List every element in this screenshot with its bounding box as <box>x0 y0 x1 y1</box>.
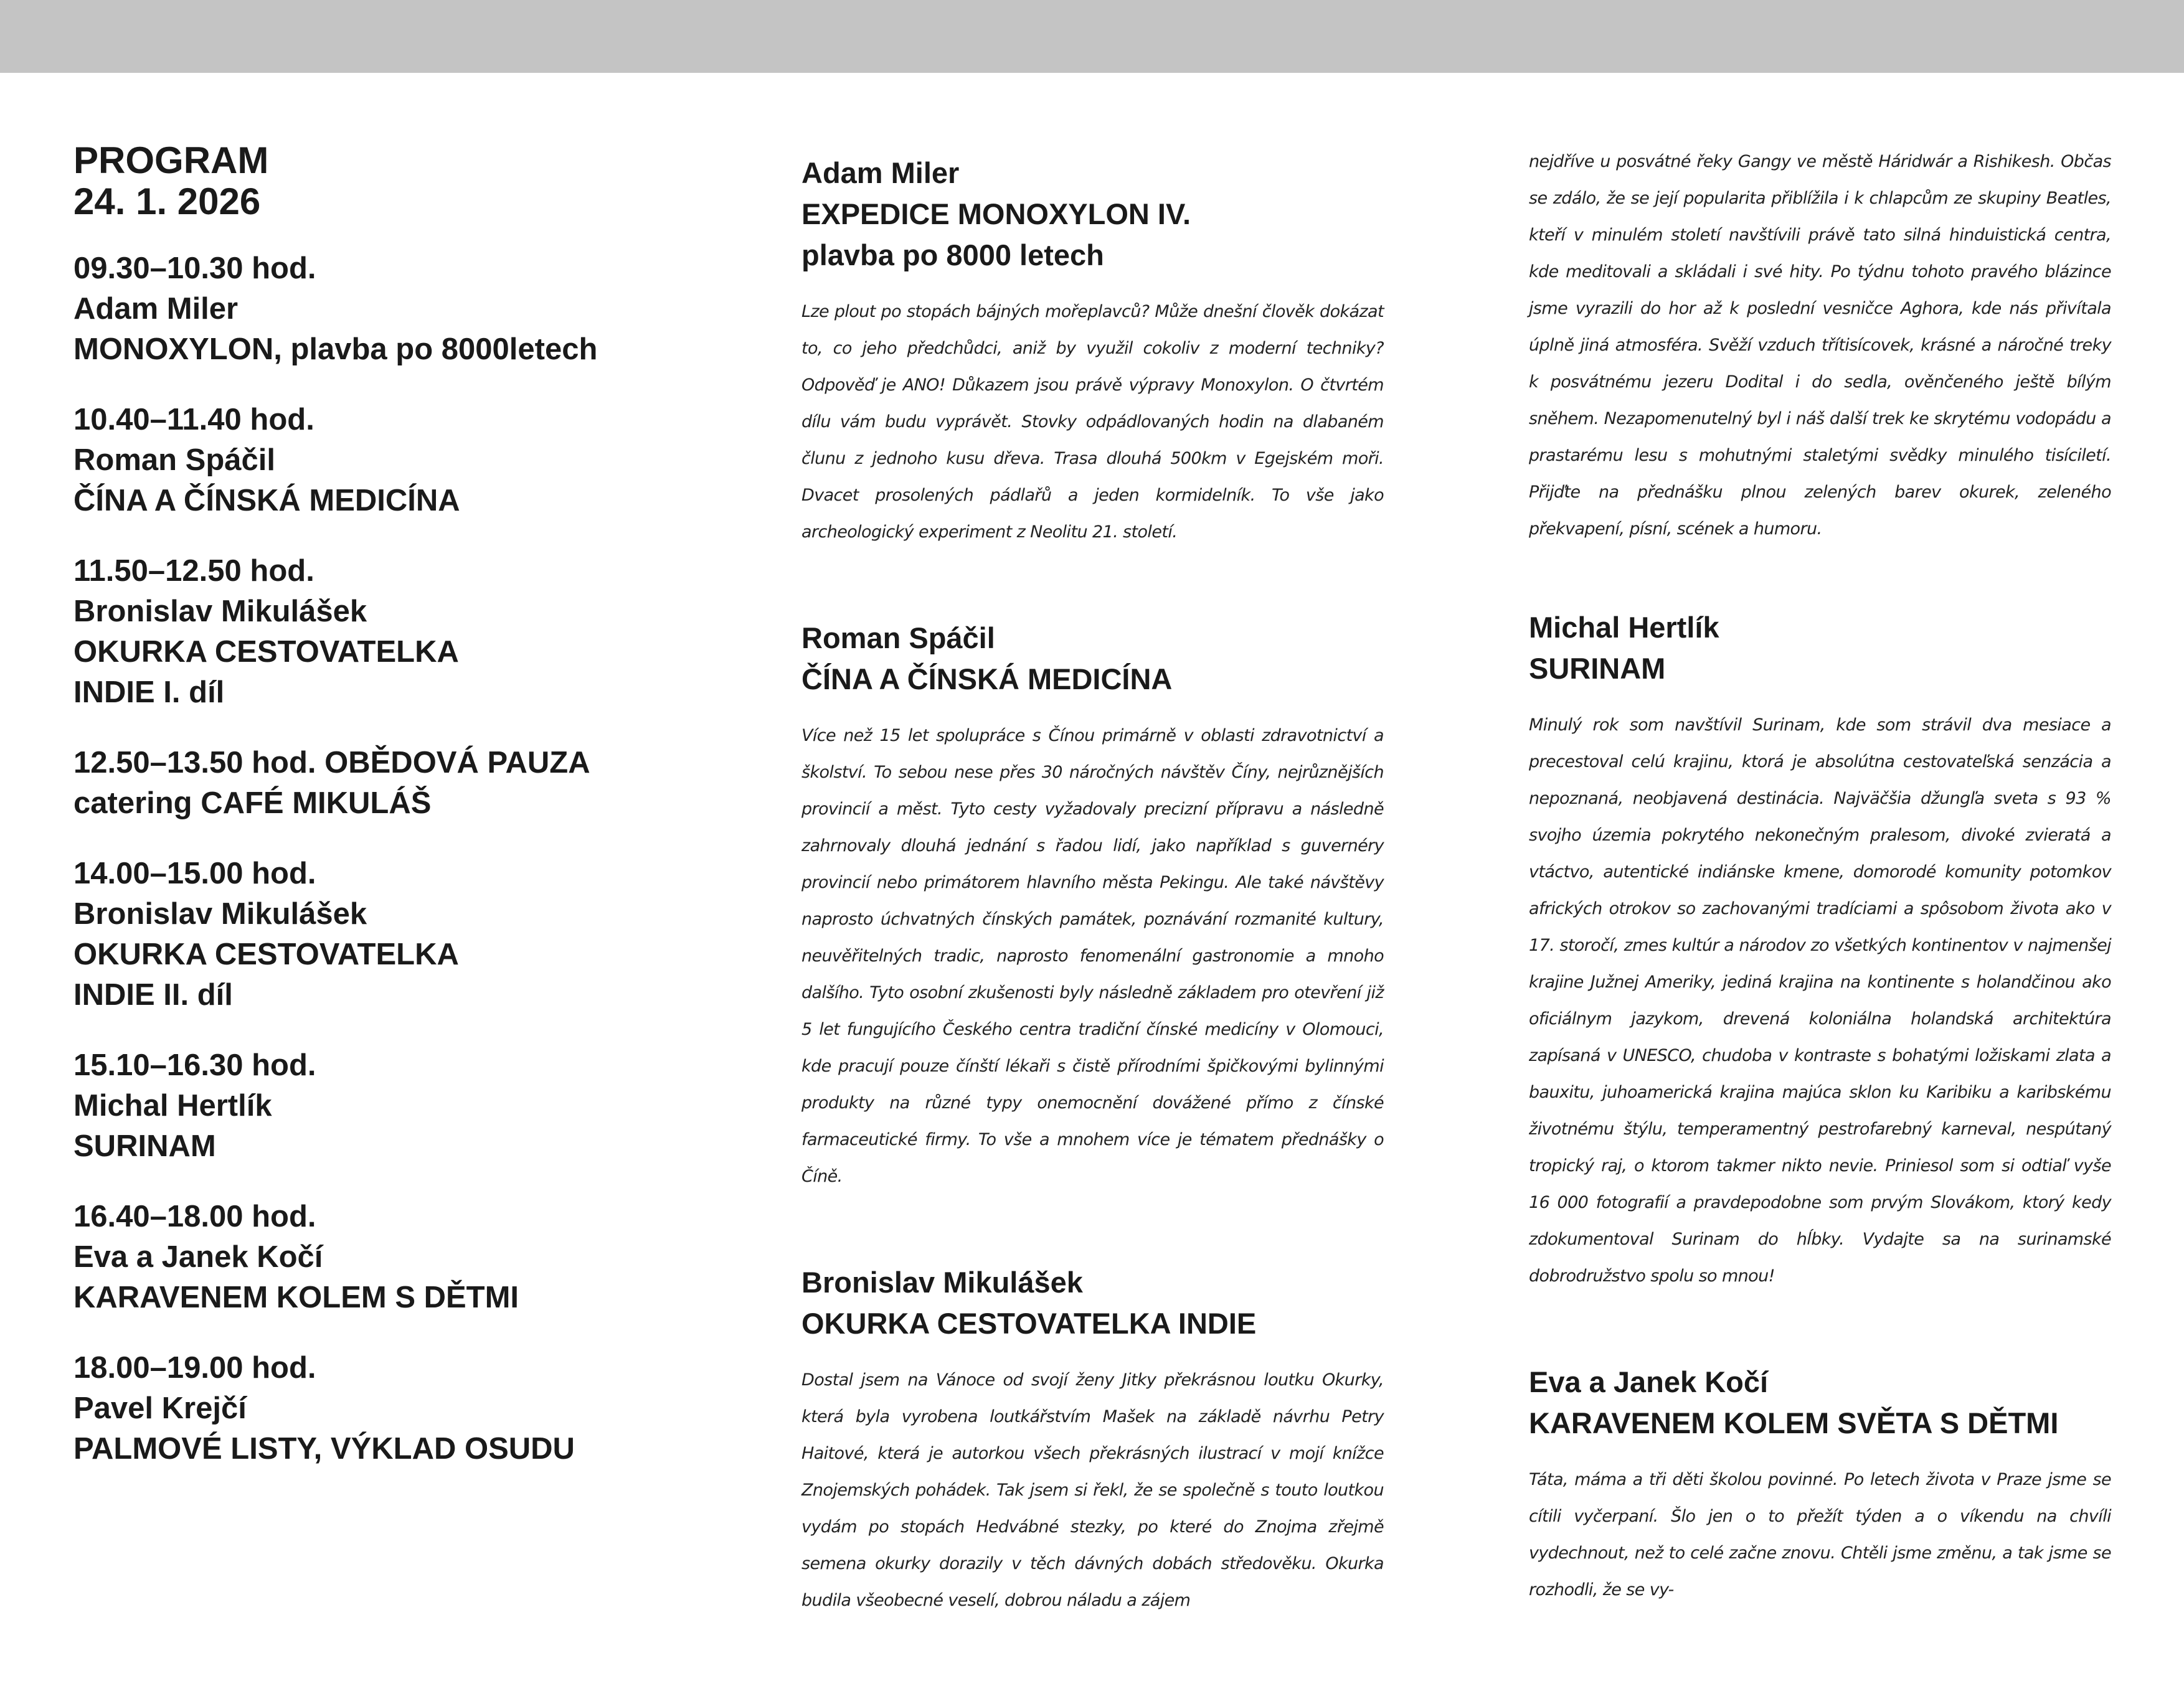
slot-time: 15.10–16.30 hod. <box>73 1048 316 1082</box>
slot-time: 09.30–10.30 hod. <box>73 252 316 285</box>
slot-speaker: Roman Spáčil <box>73 443 276 477</box>
slot-time: 11.50–12.50 hod. <box>73 554 314 588</box>
description-column-3 <box>1529 143 2111 1675</box>
article-heading <box>1529 1362 2111 1444</box>
slot-speaker: catering CAFÉ MIKULÁŠ <box>73 786 432 820</box>
slot-time: 18.00–19.00 hod. <box>73 1351 316 1385</box>
program-title: PROGRAM <box>73 139 269 181</box>
slot-time: 10.40–11.40 hod. <box>73 403 314 436</box>
slot-time: 14.00–15.00 hod. <box>73 857 316 890</box>
article-title: ČÍNA A ČÍNSKÁ MEDICÍNA <box>801 662 1173 695</box>
article-miler <box>801 153 1384 550</box>
article-mikulasek <box>801 1262 1384 1619</box>
slot-time: 16.40–18.00 hod. <box>73 1200 316 1233</box>
article-subtitle: plavba po 8000 letech <box>801 238 1104 271</box>
slot-speaker: Bronislav Mikulášek <box>73 595 367 628</box>
article-koci <box>1529 1362 2111 1608</box>
article-text: Táta, máma a tři děti školou povinné. Po letech života v Praze jsme se cítili vyčerpaní. Šlo jen o to přežít týden a o víkendu na chvíli vydechnout, než to celé začne znovu. Chtěli jsme změnu, a tak jsme se rozhodli, že se vy- <box>1529 1470 2111 1599</box>
article-title: SURINAM <box>1529 652 1666 685</box>
program-slot <box>73 551 734 713</box>
program-date: 24. 1. 2026 <box>73 181 261 222</box>
article-speaker: Adam Miler <box>801 156 960 189</box>
article-text: Minulý rok som navštívil Surinam, kde som strávil dva mesiace a precestoval celú krajinu, ktorá je absolútna cestovateľská senzácia a nepoznaná, neobjavená destinácia. Najväčšia džungľa sveta s 93 % svojho územia pokrytého nekonečným pralesom, divoké zvieratá a vtáctvo, autentické indiánske kmene, domorodé komunity potomkov afrických otrokov so zachovanými tradíciami a spôsobom života ako v 17. storočí, zmes kultúr a národov zo všetkých kontinentov v najmenšej krajine Južnej Ameriky, jediná krajina na kontinente s holandčinou ako oficiálnym jazykom, drevená koloniálna holandská architektúra zapísaná v UNESCO, chudoba v kontraste s bohatými ložiskami zlata a bauxitu, juhoamerická krajina majúca sklon ku Karibiku a karibskému životnému štýlu, temperamentný pestrofarebný karneval, nespútaný tropický raj, o ktorom takmer nikto nevie. Priniesol som si odtiaľ vyše 16 000 fotografií a pravdepodobne som prvým Slovákom, ktorý kedy zdokumentoval Surinam do hĺbky. Vydajte sa na surinamské dobrodružstvo spolu so mnou! <box>1529 715 2111 1286</box>
article-title: OKURKA CESTOVATELKA INDIE <box>801 1307 1257 1340</box>
description-column-2 <box>801 153 1384 1686</box>
slot-topic: ČÍNA A ČÍNSKÁ MEDICÍNA <box>73 484 460 517</box>
slot-topic: OKURKA CESTOVATELKA <box>73 938 459 971</box>
slot-extra: INDIE I. díl <box>73 676 225 709</box>
article-speaker: Bronislav Mikulášek <box>801 1266 1083 1299</box>
program-slot <box>73 1348 734 1469</box>
article-text: Lze plout po stopách bájných mořeplavců? Může dnešní člověk dokázat to, co jeho předchůdci, aniž by využil cokoliv z moderní techniky? Odpověď je ANO! Důkazem jsou právě výpravy Monoxylon. O čtvrtém dílu vám budu vyprávět. Stovky odpádlovaných hodin na dlabaném člunu z jednoho kusu dřeva. Trasa dlouhá 500km v Egejském moři. Dvacet prosolených pádlařů a jeden kormidelník. To vše jako archeologický experiment z Neolitu 21. století. <box>801 302 1384 542</box>
slot-speaker: Pavel Krejčí <box>73 1392 247 1425</box>
article-mikulasek-continued <box>1529 143 2111 547</box>
slot-speaker: Adam Miler <box>73 292 239 326</box>
program-slot <box>73 1197 734 1318</box>
article-text-continued: nejdříve u posvátné řeky Gangy ve městě Háridwár a Rishikesh. Občas se zdálo, že se její popularita přiblížila i k chlapcům ze skupiny Beatles, kteří v minulém století navštívili právě tato silná hinduistická centra, kde meditovali a skládali i své hity. Po týdnu tohoto pravého blázince jsme vyrazili do hor až k poslední vesničce Aghora, kde nás přivítala úplně jiná atmosféra. Svěží vzduch třítisícovek, krásné a náročné treky k posvátnému jezeru Dodital i do sedla, ověnčeného ještě bílým sněhem. Nezapomenutelný byl i náš další trek ke skrytému vodopádu a prastarému lesu s mohutnými staletými svědky minulého tisíciletí. Přijďte na přednášku plnou zelených barev okurek, zeleného překvapení, písní, scének a humoru. <box>1529 152 2111 539</box>
program-slot <box>73 400 734 521</box>
slot-speaker: Eva a Janek Kočí <box>73 1240 323 1274</box>
program-slot <box>73 248 734 370</box>
article-heading <box>801 618 1384 700</box>
slot-topic: OKURKA CESTOVATELKA <box>73 635 459 669</box>
program-column <box>73 140 734 1499</box>
program-slot-lunch <box>73 743 734 824</box>
article-hertlik <box>1529 607 2111 1294</box>
article-heading <box>1529 607 2111 689</box>
article-title: EXPEDICE MONOXYLON IV. <box>801 197 1191 230</box>
slot-time: 12.50–13.50 hod. OBĚDOVÁ PAUZA <box>73 746 590 779</box>
article-speaker: Roman Spáčil <box>801 621 995 654</box>
program-slot <box>73 854 734 1015</box>
program-slot <box>73 1045 734 1167</box>
article-speaker: Michal Hertlík <box>1529 611 1719 644</box>
slot-topic: SURINAM <box>73 1129 216 1163</box>
article-heading <box>801 1262 1384 1344</box>
article-spacil <box>801 618 1384 1195</box>
article-heading <box>801 153 1384 276</box>
slot-speaker: Michal Hertlík <box>73 1089 272 1123</box>
top-gray-band <box>0 0 2184 73</box>
article-speaker: Eva a Janek Kočí <box>1529 1365 1769 1398</box>
slot-topic: PALMOVÉ LISTY, VÝKLAD OSUDU <box>73 1432 575 1466</box>
article-title: KARAVENEM KOLEM SVĚTA S DĚTMI <box>1529 1406 2059 1439</box>
slot-speaker: Bronislav Mikulášek <box>73 897 367 931</box>
slot-topic: KARAVENEM KOLEM S DĚTMI <box>73 1281 519 1314</box>
slot-extra: INDIE II. díl <box>73 978 233 1012</box>
slot-topic: MONOXYLON, plavba po 8000letech <box>73 332 598 366</box>
article-text: Dostal jsem na Vánoce od svojí ženy Jitky překrásnou loutku Okurky, která byla vyrobena loutkářstvím Mašek na základě návrhu Petry Haitové, která je autorkou všech překrásných ilustrací v mojí knížce Znojemských pohádek. Tak jsem si řekl, že se společně s touto loutkou vydám po stopách Hedvábné stezky, po které do Znojma zřejmě semena okurky dorazily v těch dávných dobách středověku. Okurka budila všeobecné veselí, dobrou náladu a zájem <box>801 1370 1384 1610</box>
program-heading <box>73 140 734 222</box>
article-text: Více než 15 let spolupráce s Čínou primárně v oblasti zdravotnictví a školství. To sebou nese přes 30 náročných návštěv Číny, nejrůznějších provincií a měst. Tyto cesty vyžadovaly precizní přípravu a následně zahrnovaly dlouhá jednání s řadou lidí, jako například s guvernéry provincií nebo primátorem hlavního města Pekingu. Ale také návštěvy naprosto úchvatných čínských památek, poznávání rozmanité kultury, neuvěřitelných tradic, naprosto fenomenální gastronomie a mnoho dalšího. Tyto osobní zkušenosti byly následně základem pro otevření již 5 let fungujícího Českého centra tradiční čínské medicíny v Olomouci, kde pracují pouze čínští lékaři s čistě přírodními špičkovými bylinnými produkty na různé typy onemocnění dovážené přímo z čínské farmaceutické firmy. To vše a mnohem více je tématem přednášky o Číně. <box>801 726 1384 1186</box>
